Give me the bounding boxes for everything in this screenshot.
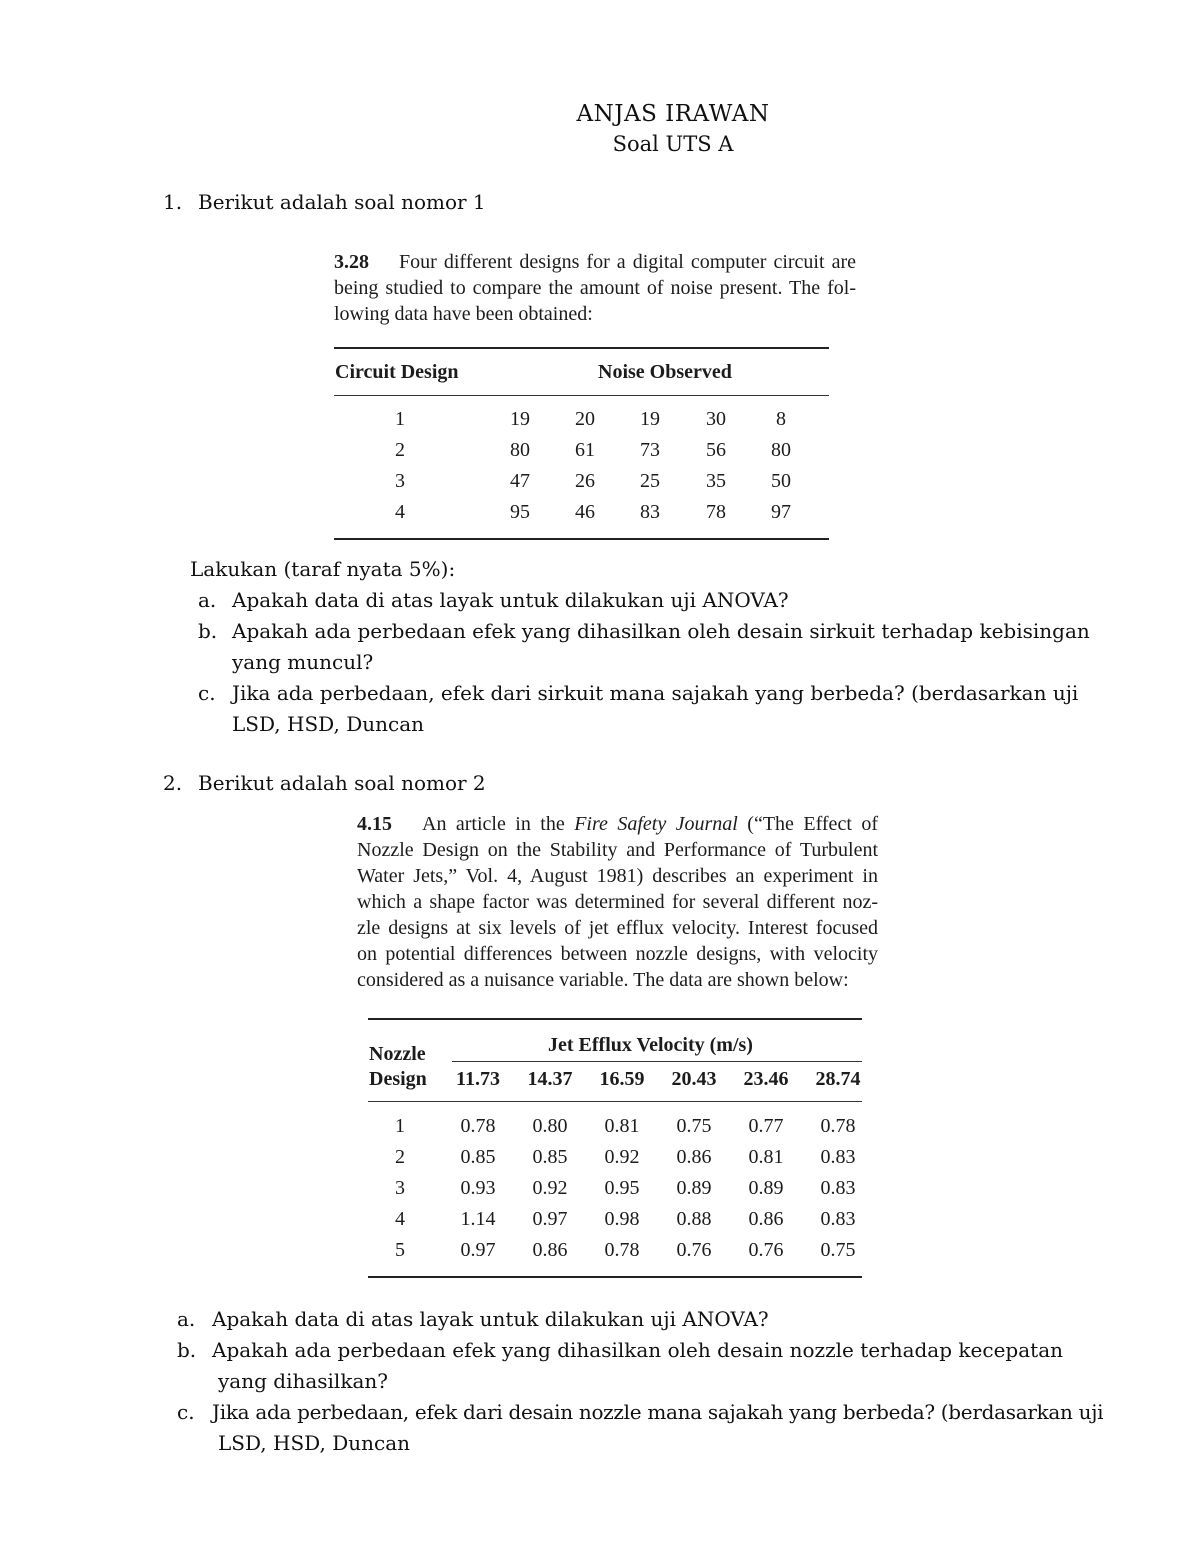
q2-table-cell: 0.92 xyxy=(604,1146,640,1168)
q2-table-cell: 0.76 xyxy=(748,1239,784,1261)
q2-problem-line-1: An article in the Fire Safety Journal (“The Effect of xyxy=(422,813,878,835)
q2-table-cell: 0.86 xyxy=(748,1208,784,1230)
q1-table-cell: 26 xyxy=(575,470,595,492)
q2-table-cell: 0.78 xyxy=(604,1239,640,1261)
q2-table-cell: 0.83 xyxy=(820,1146,856,1168)
q1-row-design: 4 xyxy=(395,501,405,523)
q1-table-cell: 8 xyxy=(776,408,786,430)
q1-col-header-design: Circuit Design xyxy=(335,361,459,383)
q1-row-design: 1 xyxy=(395,408,405,430)
q1-problem-number: 3.28 xyxy=(334,251,369,273)
table-header-rule xyxy=(368,1101,862,1102)
q1-table-cell: 20 xyxy=(575,408,595,430)
q2-problem-line-3: Water Jets,” Vol. 4, August 1981) describes an experiment in xyxy=(357,865,878,887)
q2-qa-text: Apakah data di atas layak untuk dilakukan uji ANOVA? xyxy=(212,1307,769,1331)
q2-table-cell: 1.14 xyxy=(460,1208,496,1230)
table-bottom-rule xyxy=(334,538,829,540)
q2-table-cell: 0.89 xyxy=(676,1177,712,1199)
q2-table-cell: 0.93 xyxy=(460,1177,496,1199)
q2-table-cell: 0.77 xyxy=(748,1115,784,1137)
q1-problem-line-3: lowing data have been obtained: xyxy=(334,303,593,325)
table-top-rule xyxy=(334,347,829,349)
q1-table-cell: 97 xyxy=(771,501,791,523)
q2-table-cell: 0.86 xyxy=(676,1146,712,1168)
q2-problem-line-7: considered as a nuisance variable. The data are shown below: xyxy=(357,969,849,991)
q1-qb-text-1: Apakah ada perbedaan efek yang dihasilkan oleh desain sirkuit terhadap kebisingan xyxy=(232,619,1090,643)
q1-table-cell: 35 xyxy=(706,470,726,492)
q2-table-cell: 0.86 xyxy=(532,1239,568,1261)
q2-qb-text-2: yang dihasilkan? xyxy=(218,1369,388,1393)
q2-row-design: 1 xyxy=(395,1115,405,1137)
q1-table-cell: 50 xyxy=(771,470,791,492)
q2-table-cell: 0.95 xyxy=(604,1177,640,1199)
q1-table-cell: 78 xyxy=(706,501,726,523)
q2-column-header: 23.46 xyxy=(743,1068,789,1090)
q1-table-cell: 46 xyxy=(575,501,595,523)
q1-table-cell: 19 xyxy=(640,408,660,430)
q2-qc-text-2: LSD, HSD, Duncan xyxy=(218,1431,411,1455)
q1-qb-text-2: yang muncul? xyxy=(232,650,374,674)
q1-problem-line-2: being studied to compare the amount of noise present. The fol- xyxy=(334,277,856,299)
q2-row-design: 3 xyxy=(395,1177,405,1199)
page-title: ANJAS IRAWAN xyxy=(576,101,770,127)
q2-row-design: 4 xyxy=(395,1208,405,1230)
q2-column-header: 14.37 xyxy=(527,1068,573,1090)
q2-column-header: 16.59 xyxy=(599,1068,645,1090)
q1-qc-text-2: LSD, HSD, Duncan xyxy=(232,712,425,736)
q2-group-header: Jet Efflux Velocity (m/s) xyxy=(548,1034,753,1056)
q1-col-header-noise: Noise Observed xyxy=(598,361,732,383)
q1-table-cell: 73 xyxy=(640,439,660,461)
q2-row-design: 5 xyxy=(395,1239,405,1261)
q2-table-cell: 0.97 xyxy=(460,1239,496,1261)
page-subtitle: Soal UTS A xyxy=(612,132,734,156)
q2-row-design: 2 xyxy=(395,1146,405,1168)
q2-problem-line-2: Nozzle Design on the Stability and Performance of Turbulent xyxy=(357,839,878,861)
q2-problem-line-4: which a shape factor was determined for several different noz- xyxy=(357,891,878,913)
q2-qb-text-1: Apakah ada perbedaan efek yang dihasilkan oleh desain nozzle terhadap kecepatan xyxy=(212,1338,1063,1362)
q1-table-cell: 30 xyxy=(706,408,726,430)
q2-table-cell: 0.98 xyxy=(604,1208,640,1230)
q2-table-cell: 0.78 xyxy=(460,1115,496,1137)
q2-table-cell: 0.97 xyxy=(532,1208,568,1230)
table-bottom-rule xyxy=(368,1276,862,1278)
q2-table-cell: 0.88 xyxy=(676,1208,712,1230)
q2-qa-letter: a. xyxy=(177,1307,196,1331)
q2-table-cell: 0.83 xyxy=(820,1208,856,1230)
q2-table-cell: 0.81 xyxy=(604,1115,640,1137)
q1-table-cell: 80 xyxy=(510,439,530,461)
q1-table-cell: 56 xyxy=(706,439,726,461)
q2-row-header-2: Design xyxy=(369,1068,427,1090)
q1-number: 1. xyxy=(163,190,183,214)
q1-heading: Berikut adalah soal nomor 1 xyxy=(198,190,486,214)
q2-qc-text-1: Jika ada perbedaan, efek dari desain nozzle mana sajakah yang berbeda? (berdasarkan uji xyxy=(212,1400,1104,1424)
table-header-rule xyxy=(334,395,829,396)
q1-table-cell: 61 xyxy=(575,439,595,461)
q2-table-cell: 0.80 xyxy=(532,1115,568,1137)
q2-problem-number: 4.15 xyxy=(357,813,392,835)
q2-table-cell: 0.75 xyxy=(676,1115,712,1137)
q1-qa-text: Apakah data di atas layak untuk dilakukan uji ANOVA? xyxy=(232,588,789,612)
q2-qc-letter: c. xyxy=(177,1400,195,1424)
q2-table-cell: 0.76 xyxy=(676,1239,712,1261)
q1-qc-text-1: Jika ada perbedaan, efek dari sirkuit mana sajakah yang berbeda? (berdasarkan uji xyxy=(232,681,1079,705)
q2-row-header-1: Nozzle xyxy=(369,1043,426,1065)
q1-table-cell: 80 xyxy=(771,439,791,461)
q2-problem-line-5: zle designs at six levels of jet efflux velocity. Interest focused xyxy=(357,917,878,939)
q1-qb-letter: b. xyxy=(198,619,218,643)
table-top-rule xyxy=(368,1018,862,1020)
q2-table-cell: 0.83 xyxy=(820,1177,856,1199)
q1-table-cell: 19 xyxy=(510,408,530,430)
q2-table-cell: 0.89 xyxy=(748,1177,784,1199)
q1-problem-line-1: Four different designs for a digital computer circuit are xyxy=(399,251,856,273)
q2-table-cell: 0.85 xyxy=(532,1146,568,1168)
q1-table-cell: 47 xyxy=(510,470,530,492)
q1-qc-letter: c. xyxy=(198,681,216,705)
table-group-rule xyxy=(452,1061,862,1062)
q1-table-cell: 83 xyxy=(640,501,660,523)
q2-table-cell: 0.81 xyxy=(748,1146,784,1168)
q2-table-cell: 0.78 xyxy=(820,1115,856,1137)
q1-instruction: Lakukan (taraf nyata 5%): xyxy=(190,557,456,581)
q2-column-header: 11.73 xyxy=(456,1068,500,1090)
q1-qa-letter: a. xyxy=(198,588,217,612)
q2-table-cell: 0.85 xyxy=(460,1146,496,1168)
q1-row-design: 2 xyxy=(395,439,405,461)
q2-table-cell: 0.92 xyxy=(532,1177,568,1199)
q2-column-header: 20.43 xyxy=(671,1068,717,1090)
q2-number: 2. xyxy=(163,771,183,795)
q2-table-cell: 0.75 xyxy=(820,1239,856,1261)
q1-table-cell: 25 xyxy=(640,470,660,492)
q2-column-header: 28.74 xyxy=(815,1068,861,1090)
q1-table-cell: 95 xyxy=(510,501,530,523)
q2-problem-line-6: on potential differences between nozzle designs, with velocity xyxy=(357,943,878,965)
q1-row-design: 3 xyxy=(395,470,405,492)
q2-qb-letter: b. xyxy=(177,1338,197,1362)
q2-heading: Berikut adalah soal nomor 2 xyxy=(198,771,486,795)
